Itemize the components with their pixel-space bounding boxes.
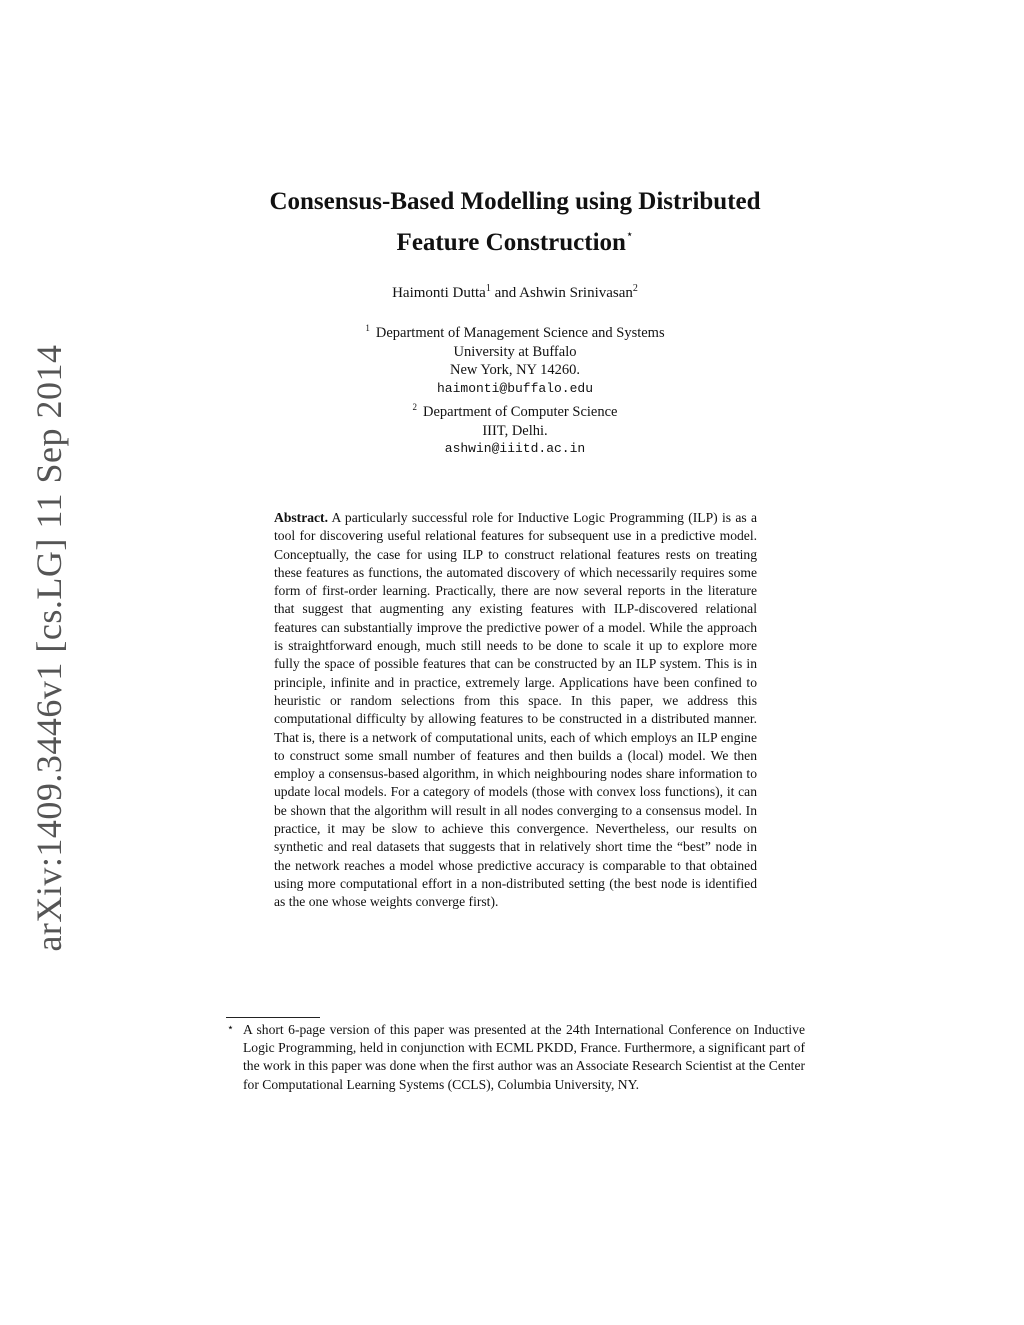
affiliation-1-city: New York, NY 14260. bbox=[450, 362, 580, 378]
affiliation-1-email: haimonti@buffalo.edu bbox=[436, 380, 594, 396]
affiliation-2-mark: 2 bbox=[412, 402, 417, 412]
footnote-divider bbox=[226, 1017, 320, 1018]
footnote bbox=[227, 1021, 805, 1094]
author-1: Haimonti Dutta bbox=[392, 285, 486, 301]
title-line-2 bbox=[200, 218, 830, 259]
affiliation-2-email: ashwin@iiitd.ac.in bbox=[444, 441, 586, 456]
abstract-text: A particularly successful role for Inductive Logic Programming (ILP) is as a tool for discovering useful relational features for subsequent use in a predictive model. Conceptually, the case for using ILP to construct relational features rests on treating these features as functions, the automated discovery of which necessarily requires some form of first-order learning. Practically, there are now several reports in the literature that suggest that augmenting any existing features with ILP-discovered relational features can substantially improve the predictive power of a model. While the approach is straightforward enough, much still needs to be done to scale it up to explore more fully the space of possible features that can be constructed by an ILP system. This is in principle, infinite and in practice, extremely large. Applications have been confined to heuristic or random selections from this space. In this paper, we address this computational difficulty by allowing features to be constructed in a distributed manner. That is, there is a network of computational units, each of which employs an ILP engine to construct some small number of features and then builds a (local) model. We then employ a consensus-based algorithm, in which neighbouring nodes share information to update local models. For a category of models (those with convex loss functions), it can be shown that the algorithm will result in all nodes converging to a consensus model. In practice, it may be slow to achieve this convergence. Nevertheless, our results on synthetic and real datasets that suggests that in relatively short time the “best” node in the network reaches a model whose predictive accuracy is comparable to that obtained using more computational effort in a non-distributed setting (the best node is identified as the one whose weights converge first). bbox=[274, 510, 757, 910]
paper-title bbox=[200, 186, 830, 259]
affiliation-2-univ: IIIT, Delhi. bbox=[482, 422, 548, 439]
author-2-mark: 2 bbox=[632, 283, 638, 294]
author-conjunction: and bbox=[490, 285, 520, 301]
affiliation-1-mark: 1 bbox=[365, 323, 370, 333]
abstract-label: Abstract. bbox=[274, 510, 328, 525]
title-line-1: Consensus-Based Modelling using Distributed bbox=[269, 188, 761, 215]
affiliations bbox=[200, 319, 830, 459]
affiliation-1-univ: University at Buffalo bbox=[453, 343, 577, 360]
author-2: Ashwin Srinivasan bbox=[519, 285, 633, 301]
footnote-mark: ⋆ bbox=[227, 1022, 234, 1034]
title-line-2-text: Feature Construction bbox=[396, 229, 626, 256]
affiliation-1-dept bbox=[200, 319, 830, 343]
affiliation-1-dept-text: Department of Management Science and Systems bbox=[375, 325, 665, 341]
author-1-mark: 1 bbox=[485, 283, 491, 294]
author-list bbox=[200, 283, 830, 302]
affiliation-2-dept bbox=[200, 398, 830, 422]
arxiv-side-stamp: arXiv:1409.3446v1 [cs.LG] 11 Sep 2014 bbox=[29, 344, 69, 952]
abstract bbox=[274, 509, 757, 912]
affiliation-2-dept-text: Department of Computer Science bbox=[423, 404, 618, 420]
title-footnote-mark: ⋆ bbox=[625, 227, 634, 241]
footnote-text: A short 6-page version of this paper was presented at the 24th International Conference on Inductive Logic Programming, held in conjunction with ECML PKDD, France. Furthermore, a significant part of the work in this paper was done when the first author was an Associate Research Scientist at the Center for Computational Learning Systems (CCLS), Columbia University, NY. bbox=[243, 1022, 805, 1092]
